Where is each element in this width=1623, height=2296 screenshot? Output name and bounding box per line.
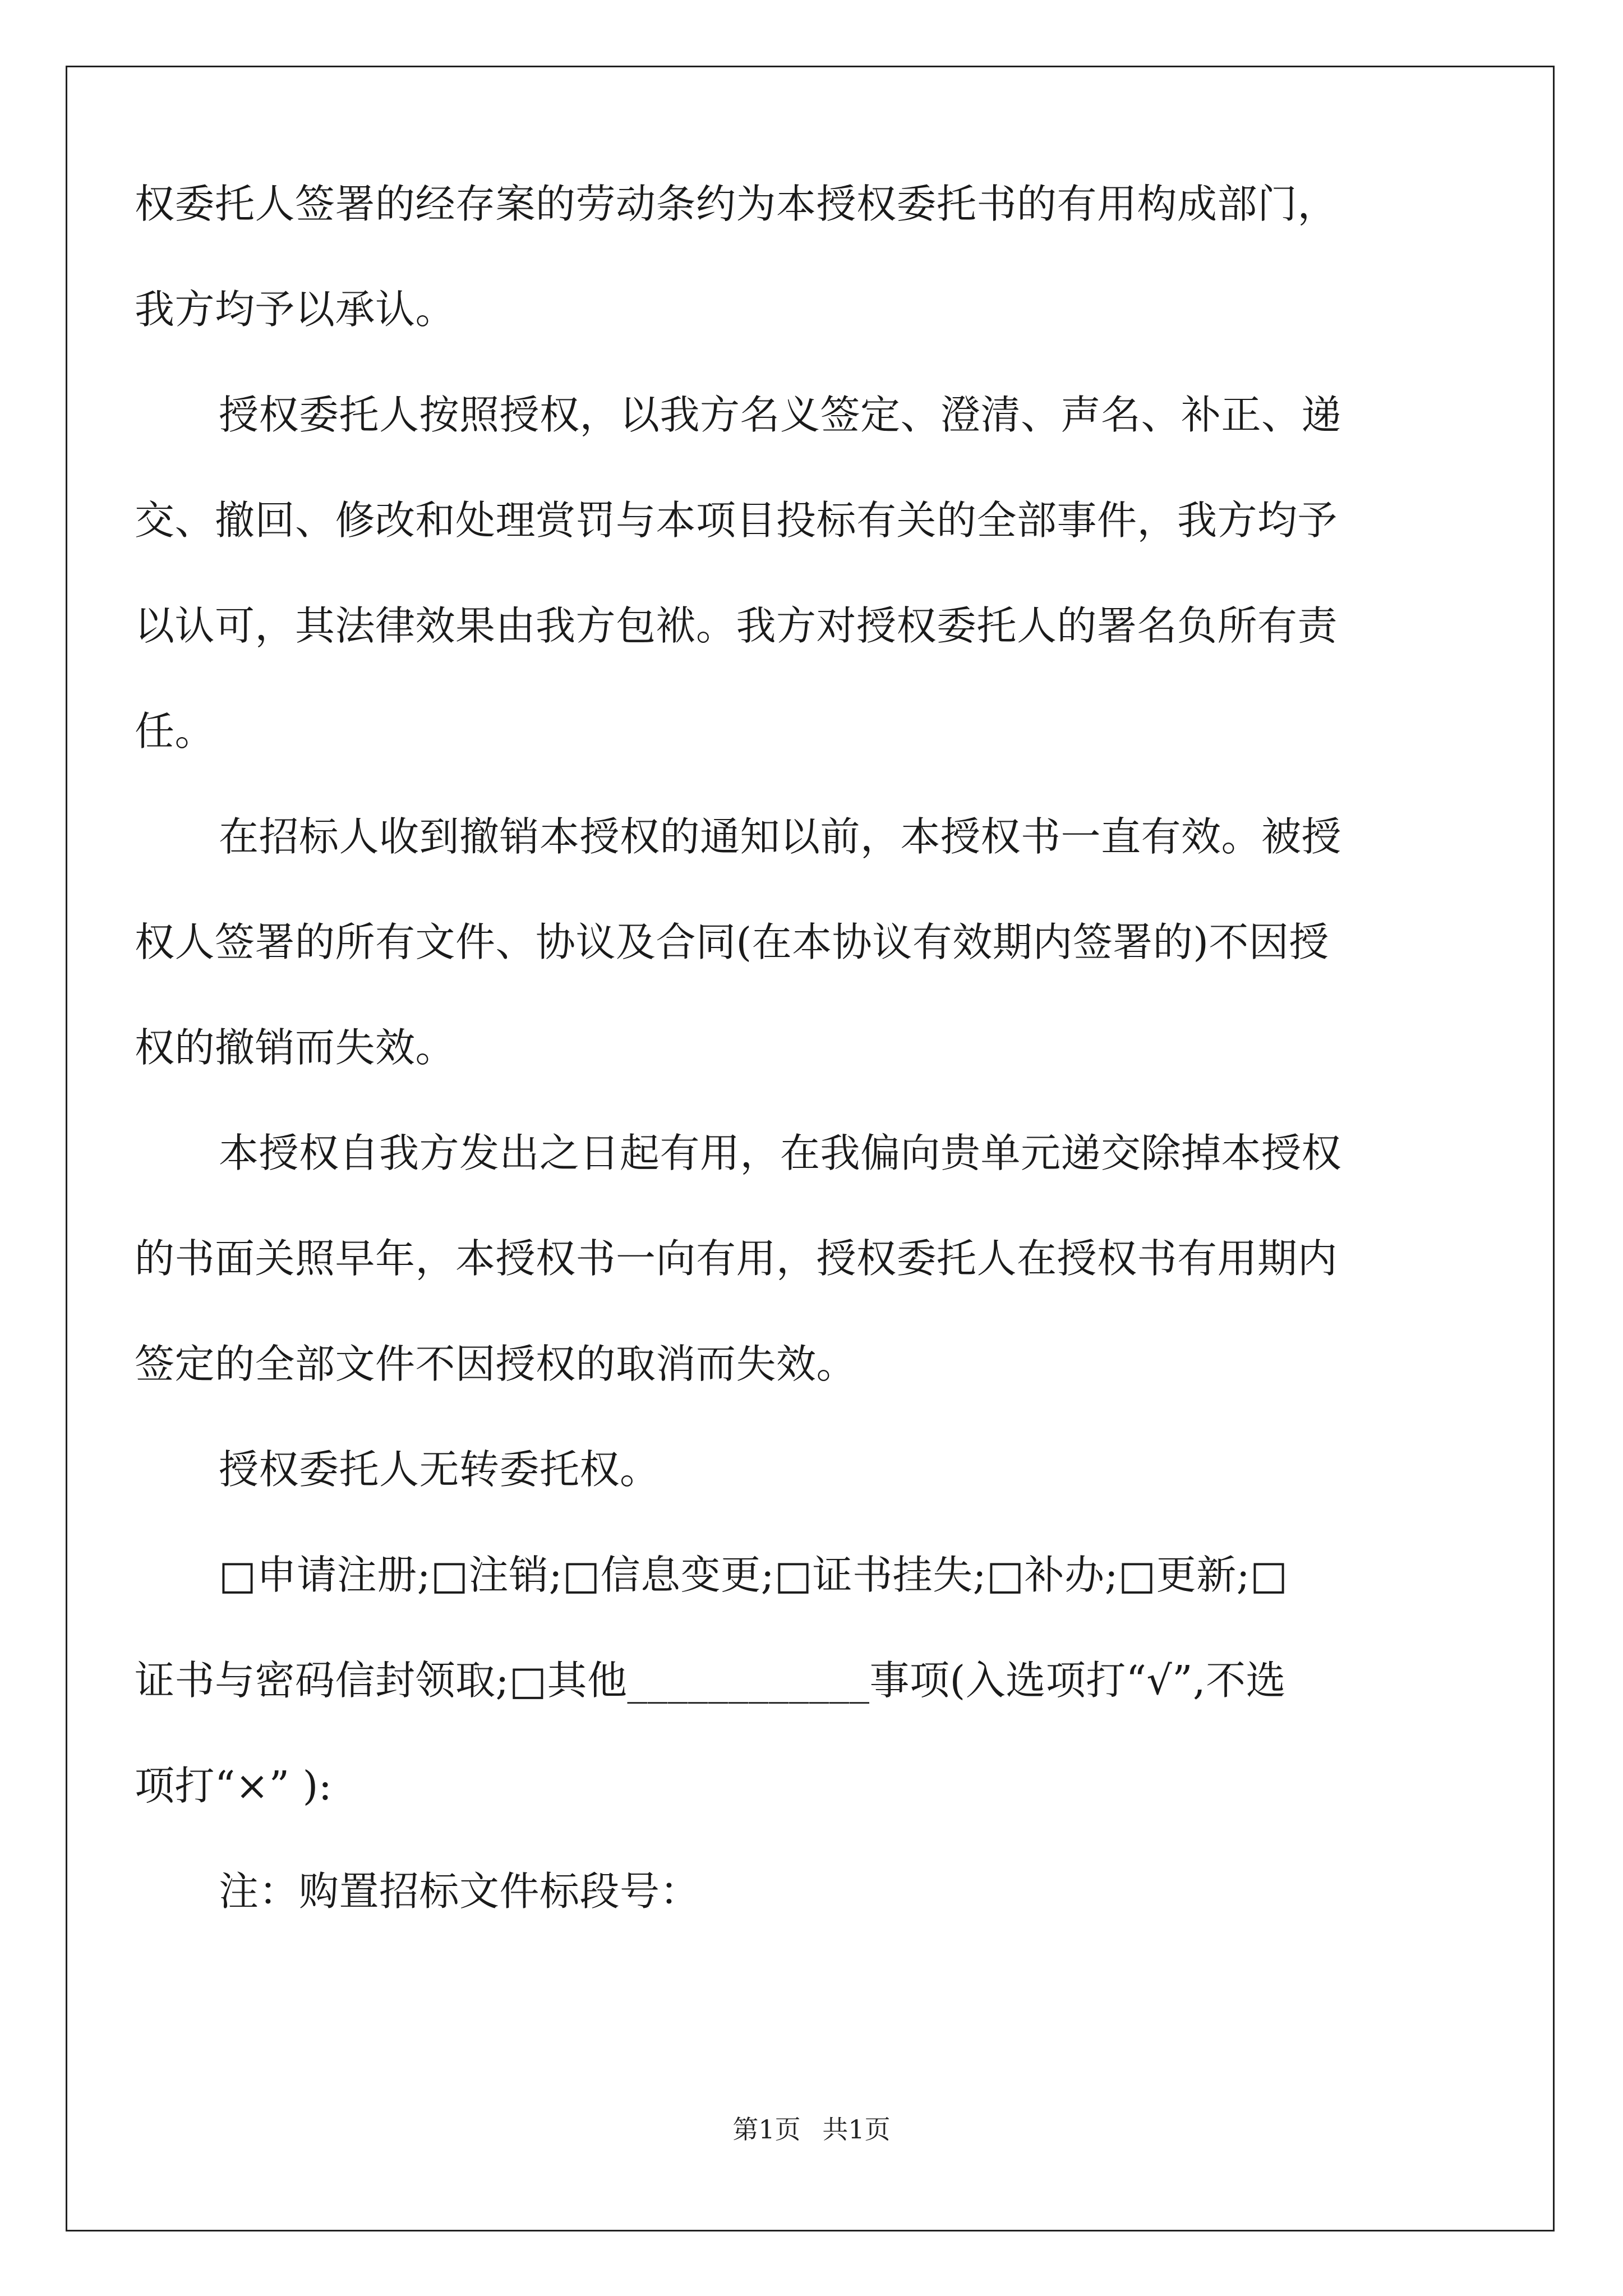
- paragraph-7-note: [135, 1839, 1430, 1944]
- text-line: 我方均予以承认。: [135, 286, 456, 333]
- paragraph-5: [135, 1417, 1430, 1522]
- text-line: 授权委托人无转委托权。: [219, 1446, 660, 1493]
- paragraph-3: [135, 784, 1430, 1101]
- text-line: 权人签署的所有文件、协议及合同(在本协议有效期内签署的)不因授: [135, 919, 1329, 965]
- text-line: 的书面关照早年，本授权书一向有用，授权委托人在授权书有用期内: [135, 1235, 1338, 1282]
- page-footer: [0, 2109, 1623, 2146]
- text-line: 交、撤回、修改和处理赏罚与本项目投标有关的全部事件，我方均予: [135, 497, 1338, 544]
- text-line: 权的撤销而失效。: [135, 1024, 456, 1071]
- text-line: 以认可，其法律效果由我方包袱。我方对授权委托人的署名负所有责: [135, 602, 1338, 649]
- text-line: 证书与密码信封领取;□其他____________事项(入选项打“√”,不选: [135, 1657, 1287, 1704]
- text-line: 任。: [135, 708, 215, 754]
- paragraph-4: [135, 1101, 1430, 1417]
- text-line: 权委托人签署的经存案的劳动条约为本授权委托书的有用构成部门，: [135, 181, 1338, 227]
- page-number: 第1页: [732, 2114, 801, 2145]
- text-line: 在招标人收到撤销本授权的通知以前，本授权书一直有效。被授: [219, 813, 1342, 860]
- paragraph-1: [135, 151, 1430, 362]
- document-body: [135, 151, 1430, 1944]
- text-line: 注：购置招标文件标段号：: [219, 1868, 700, 1915]
- text-line: 授权委托人按照授权，以我方名义签定、澄清、声名、补正、递: [219, 392, 1342, 438]
- page-total: 共1页: [822, 2114, 891, 2145]
- paragraph-6-checkbox-options: [135, 1522, 1430, 1839]
- text-line: 项打“×” ):: [135, 1763, 333, 1809]
- text-line: 本授权自我方发出之日起有用，在我偏向贵单元递交除掉本授权: [219, 1130, 1342, 1176]
- text-line: □申请注册;□注销;□信息变更;□证书挂失;□补办;□更新;□: [219, 1552, 1288, 1598]
- paragraph-2: [135, 362, 1430, 784]
- text-line: 签定的全部文件不因授权的取消而失效。: [135, 1341, 857, 1387]
